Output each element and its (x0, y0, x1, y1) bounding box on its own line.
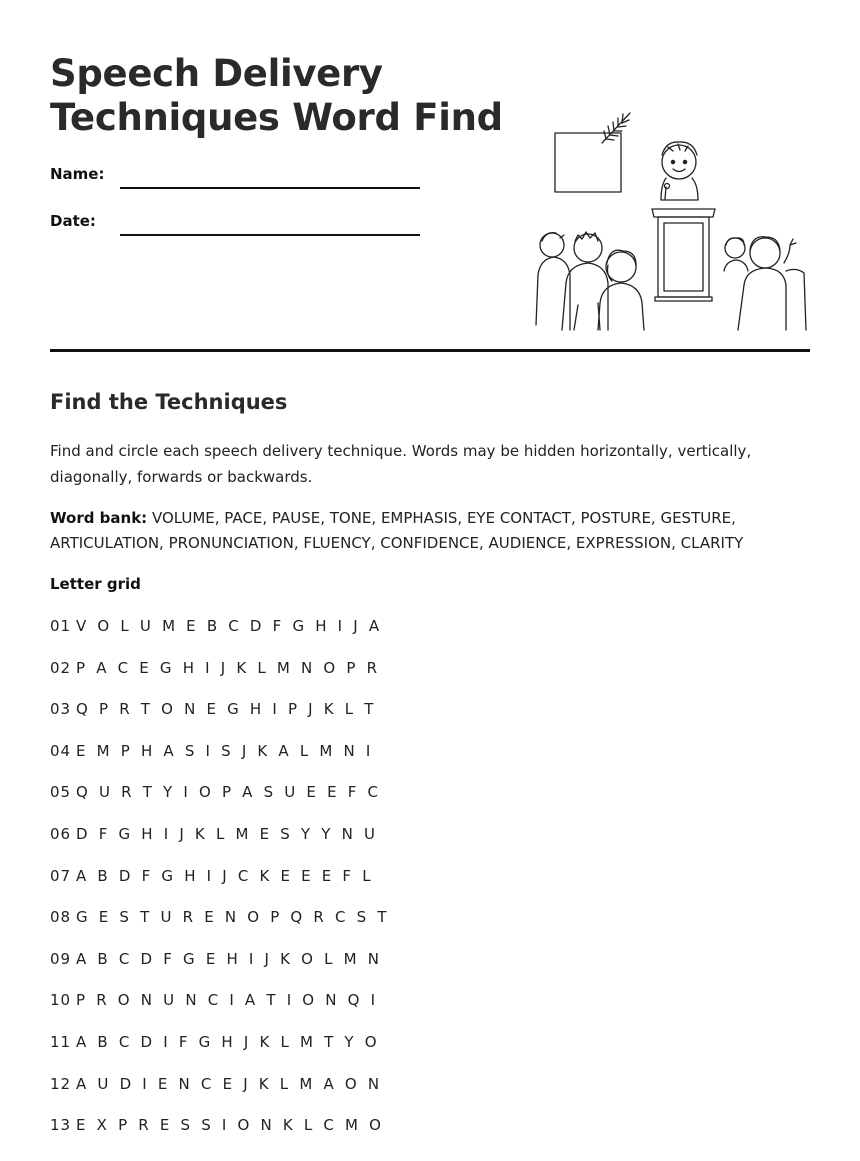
row-letters: Q P R T O N E G H I P J K L T (76, 700, 377, 719)
row-number: 03 (50, 700, 72, 719)
row-number: 07 (50, 866, 72, 885)
grid-row (50, 988, 450, 1030)
row-letters: P R O N U N C I A T I O N Q I (76, 991, 379, 1010)
name-label: Name: (50, 165, 105, 183)
speaker-at-podium-illustration (528, 105, 813, 335)
letter-grid (50, 614, 450, 1155)
word-bank (50, 506, 820, 556)
row-number: 06 (50, 824, 72, 843)
row-letters: D F G H I J K L M E S Y Y N U (76, 824, 379, 843)
grid-row (50, 1113, 450, 1155)
grid-row (50, 739, 450, 781)
row-letters: A B C D F G E H I J K O L M N (76, 949, 383, 968)
header-divider (50, 349, 810, 352)
grid-row (50, 780, 450, 822)
name-field (50, 165, 430, 189)
grid-row (50, 656, 450, 698)
date-write-line (120, 234, 420, 236)
row-number: 09 (50, 949, 72, 968)
word-bank-label: Word bank: (50, 509, 148, 527)
section-title: Find the Techniques (50, 390, 288, 414)
grid-row (50, 1072, 450, 1114)
row-letters: Q U R T Y I O P A S U E E F C (76, 783, 382, 802)
grid-row (50, 905, 450, 947)
date-field (50, 212, 430, 236)
word-bank-words: VOLUME, PACE, PAUSE, TONE, EMPHASIS, EYE CONTACT, POSTURE, GESTURE, ARTICULATION, PRONUNCIATION, FLUENCY, CONFIDENCE, AUDIENCE, EXPRESSION, CLARITY (50, 509, 744, 552)
instructions-text: Find and circle each speech delivery technique. Words may be hidden horizontally, vertically, diagonally, forwards or backwards. (50, 442, 752, 486)
row-letters: A U D I E N C E J K L M A O N (76, 1074, 383, 1093)
row-number: 04 (50, 741, 72, 760)
row-number: 05 (50, 783, 72, 802)
row-letters: A B C D I F G H J K L M T Y O (76, 1032, 380, 1051)
row-number: 12 (50, 1074, 72, 1093)
row-letters: G E S T U R E N O P Q R C S T (76, 908, 390, 927)
row-number: 08 (50, 908, 72, 927)
grid-row (50, 1030, 450, 1072)
row-number: 01 (50, 617, 72, 635)
row-letters: E X P R E S S I O N K L C M O (76, 1116, 385, 1135)
name-write-line (120, 187, 420, 189)
row-letters: V O L U M E B C D F G H I J A (76, 617, 383, 635)
row-number: 13 (50, 1116, 72, 1135)
date-label: Date: (50, 212, 96, 230)
page-title: Speech Delivery Techniques Word Find (50, 52, 503, 139)
row-number: 11 (50, 1032, 72, 1051)
row-letters: E M P H A S I S J K A L M N I (76, 741, 374, 760)
grid-row (50, 822, 450, 864)
grid-row (50, 864, 450, 906)
row-letters: P A C E G H I J K L M N O P R (76, 658, 381, 677)
row-letters: A B D F G H I J C K E E E F L (76, 866, 374, 885)
grid-row (50, 947, 450, 989)
letter-grid-heading: Letter grid (50, 575, 141, 593)
row-number: 02 (50, 658, 72, 677)
grid-row (50, 614, 450, 656)
grid-row (50, 697, 450, 739)
row-number: 10 (50, 991, 72, 1010)
